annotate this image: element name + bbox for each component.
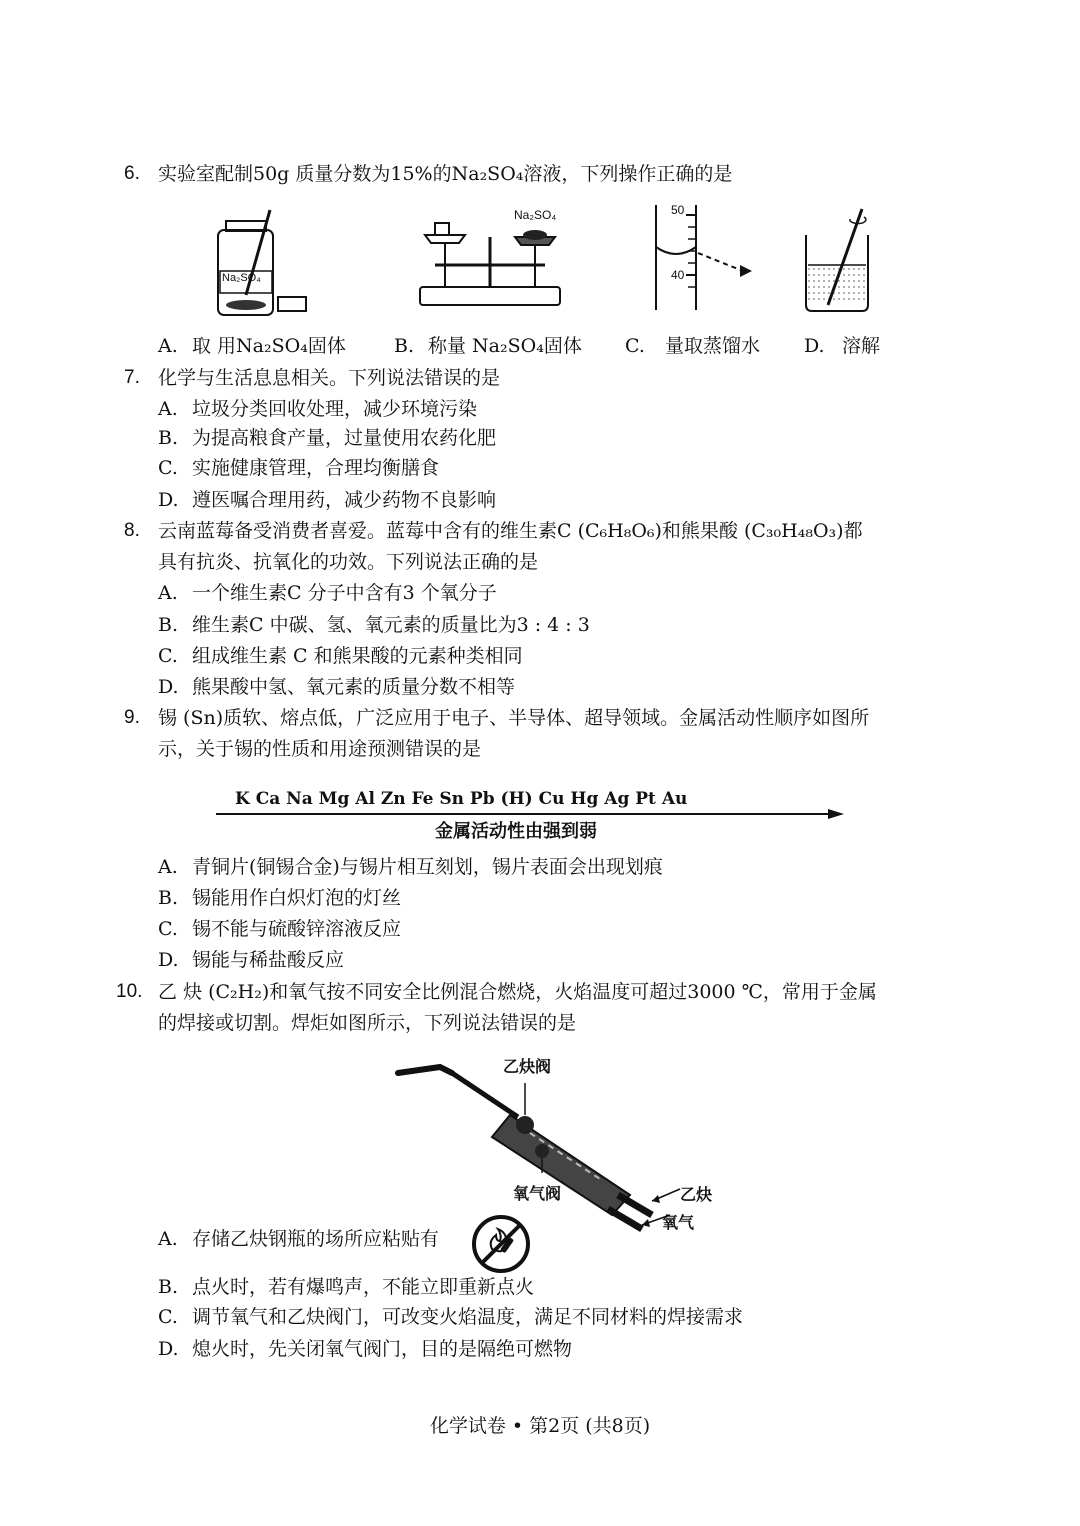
label-oxygen-valve: 氧气阀 [513, 1184, 562, 1203]
option-text: 点火时，若有爆鸣声，不能立即重新点火 [192, 1276, 535, 1298]
balance-figure [415, 215, 565, 310]
cylinder-mark-top: 50 [671, 203, 685, 217]
option-letter: B. [158, 1276, 179, 1298]
question-number: 9. [124, 707, 140, 728]
option-letter: D. [158, 1338, 179, 1360]
option-text: 组成维生素 C 和熊果酸的元素种类相同 [192, 645, 523, 667]
option-a [158, 853, 663, 881]
option-c [625, 332, 760, 360]
option-text: 垃圾分类回收处理，减少环境污染 [192, 398, 478, 420]
option-text: 维生素C 中碳、氢、氧元素的质量比为3 : 4 : 3 [192, 614, 590, 636]
question-stem: 化学与生活息息相关。下列说法错误的是 [158, 367, 501, 389]
option-b [158, 884, 401, 912]
label-oxygen: 氧气 [662, 1213, 695, 1232]
option-letter: C. [158, 918, 178, 940]
cylinder-mark-mid: 40 [671, 268, 685, 282]
option-text: 存储乙炔钢瓶的场所应粘贴有 [192, 1228, 440, 1250]
option-text: 称量 Na₂SO₄固体 [428, 335, 582, 357]
option-letter: A. [158, 856, 178, 878]
option-text: 熄火时，先关闭氧气阀门，目的是隔绝可燃物 [192, 1338, 573, 1360]
label-acetylene-valve: 乙炔阀 [503, 1057, 552, 1076]
no-fire-sign-icon [470, 1213, 532, 1275]
option-b [158, 424, 496, 452]
option-c [158, 642, 523, 670]
option-d [158, 946, 344, 974]
option-d [158, 486, 496, 514]
page-footer: 化学试卷 • 第2页 (共8页) [429, 1415, 651, 1437]
option-letter: A. [158, 398, 178, 420]
option-text: 溶解 [842, 335, 881, 357]
option-d [804, 332, 880, 360]
question-stem-line2: 具有抗炎、抗氧化的功效。下列说法正确的是 [158, 551, 539, 573]
question-stem-line2: 示，关于锡的性质和用途预测错误的是 [158, 738, 482, 760]
option-letter: B. [394, 335, 415, 357]
option-letter: A. [158, 1228, 178, 1250]
option-text: 实施健康管理，合理均衡膳食 [192, 457, 440, 479]
option-a [158, 579, 497, 607]
question-number: 7. [124, 367, 140, 388]
option-letter: B. [158, 887, 179, 909]
beaker-figure [800, 205, 880, 315]
option-c [158, 454, 439, 482]
question-stem-line1: 云南蓝莓备受消费者喜爱。蓝莓中含有的维生素C (C₆H₈O₆)和熊果酸 (C₃₀H₄₈O₃)都 [158, 520, 863, 542]
question-stem-line1: 锡 (Sn)质软、熔点低，广泛应用于电子、半导体、超导领域。金属活动性顺序如图所 [158, 707, 870, 729]
option-text: 调节氧气和乙炔阀门，可改变火焰温度，满足不同材料的焊接需求 [192, 1306, 744, 1328]
option-text: 锡能与稀盐酸反应 [192, 949, 345, 971]
option-letter: B. [158, 427, 179, 449]
activity-series: K Ca Na Mg Al Zn Fe Sn Pb (H) Cu Hg Ag Pt Au [235, 789, 688, 809]
option-c [158, 1303, 743, 1331]
option-d [158, 673, 515, 701]
option-a [158, 395, 477, 423]
jar-figure [208, 205, 318, 320]
jar-label: Na₂SO₄ [222, 272, 261, 284]
option-letter: D. [804, 335, 825, 357]
option-letter: A. [158, 335, 178, 357]
option-b [158, 611, 590, 639]
option-letter: A. [158, 582, 178, 604]
question-number: 6. [124, 163, 140, 184]
option-b [394, 332, 582, 360]
option-letter: C. [625, 335, 645, 357]
option-text: 锡不能与硫酸锌溶液反应 [192, 918, 402, 940]
question-stem-line2: 的焊接或切割。焊炬如图所示，下列说法错误的是 [158, 1012, 577, 1034]
option-d [158, 1335, 572, 1363]
option-c [158, 915, 401, 943]
option-text: 熊果酸中氢、氧元素的质量分数不相等 [192, 676, 516, 698]
cylinder-figure [648, 205, 768, 315]
question-number: 8. [124, 520, 140, 541]
option-letter: D. [158, 949, 179, 971]
label-acetylene: 乙炔 [680, 1185, 713, 1204]
option-text: 锡能用作白炽灯泡的灯丝 [192, 887, 402, 909]
option-letter: B. [158, 614, 179, 636]
balance-label: Na₂SO₄ [514, 208, 557, 222]
question-number: 10. [116, 981, 143, 1002]
option-text: 为提高粮食产量，过量使用农药化肥 [192, 427, 497, 449]
option-letter: C. [158, 1306, 178, 1328]
option-text: 取 用Na₂SO₄固体 [192, 335, 346, 357]
option-letter: C. [158, 457, 178, 479]
question-stem: 实验室配制50g 质量分数为15%的Na₂SO₄溶液，下列操作正确的是 [158, 163, 733, 185]
option-text: 量取蒸馏水 [665, 335, 761, 357]
option-a [158, 332, 346, 360]
option-letter: C. [158, 645, 178, 667]
activity-caption: 金属活动性由强到弱 [435, 821, 597, 842]
option-text: 一个维生素C 分子中含有3 个氧分子 [192, 582, 497, 604]
option-text: 遵医嘱合理用药，减少药物不良影响 [192, 489, 497, 511]
question-stem-line1: 乙 炔 (C₂H₂)和氧气按不同安全比例混合燃烧，火焰温度可超过3000 ℃，常用于金属 [158, 981, 877, 1003]
option-letter: D. [158, 676, 179, 698]
option-a [158, 1225, 439, 1253]
option-letter: D. [158, 489, 179, 511]
option-text: 青铜片(铜锡合金)与锡片相互刻划，锡片表面会出现划痕 [192, 856, 663, 878]
option-b [158, 1273, 534, 1301]
